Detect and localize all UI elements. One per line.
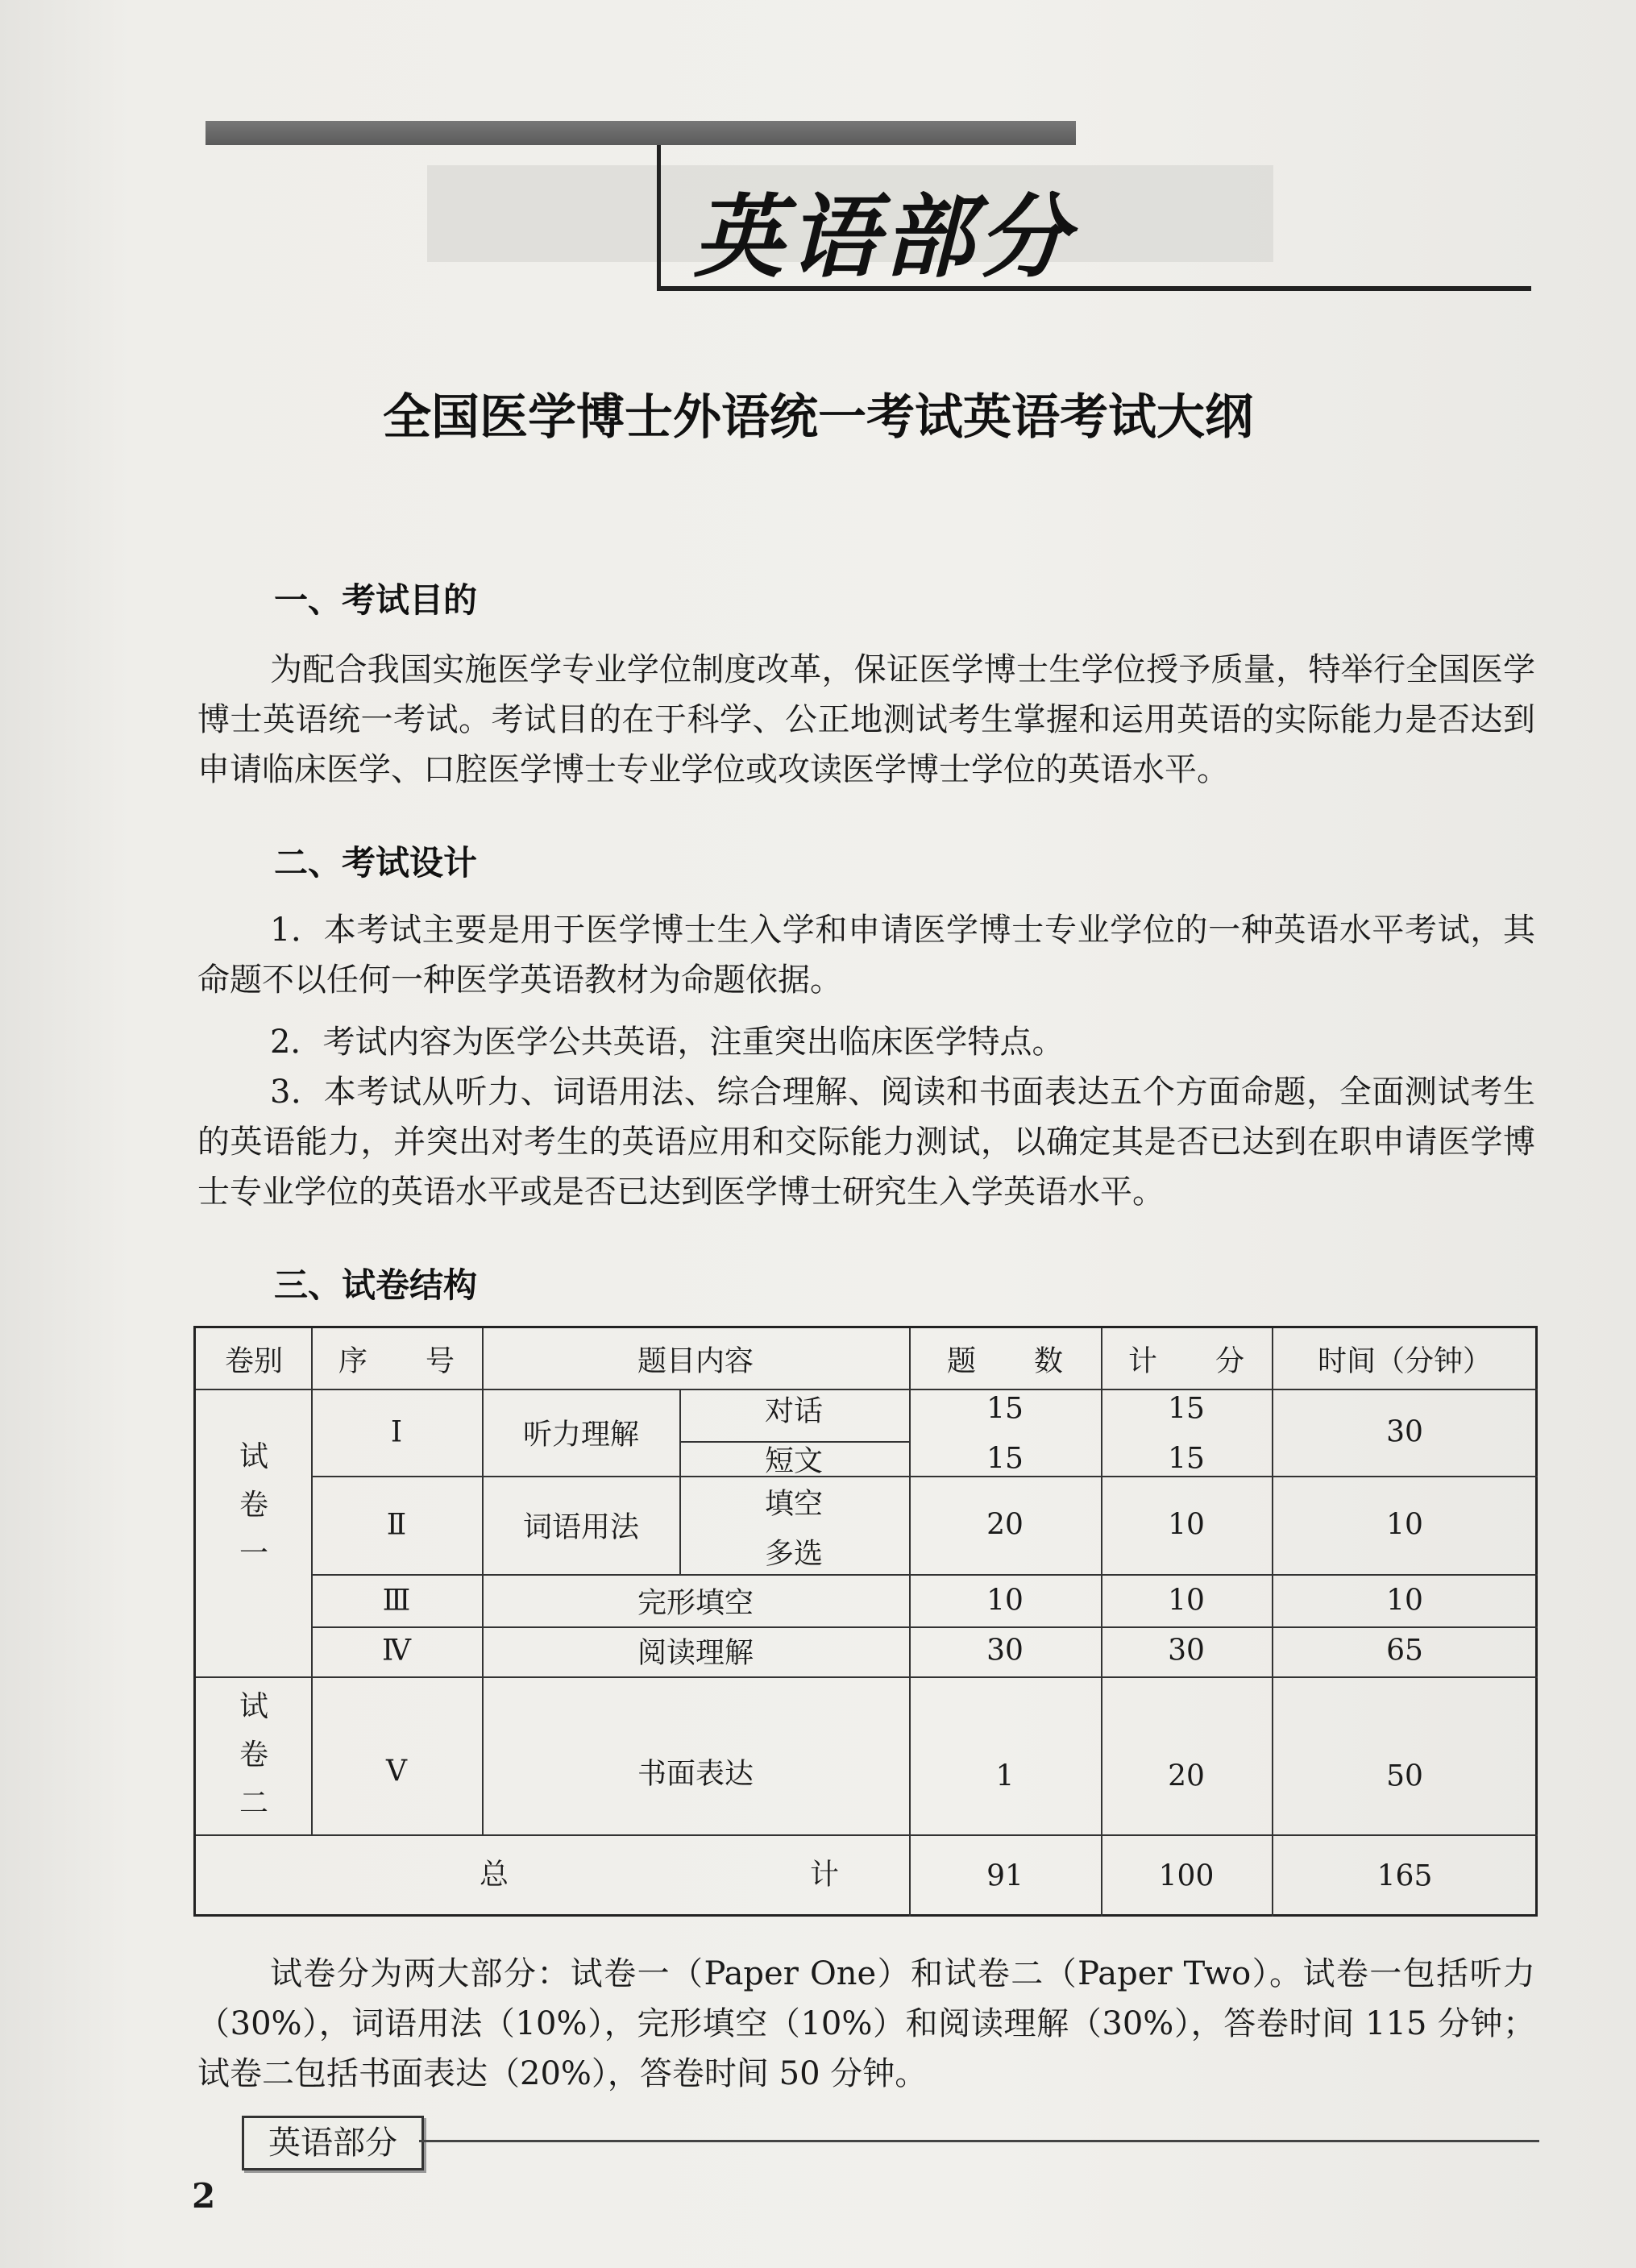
heading-exam-purpose: 一、考试目的 [274,580,478,620]
row-score: 30 [1168,1634,1205,1668]
row-count: 10 [986,1584,1024,1618]
footer-section-tag: 英语部分 [242,2116,424,2170]
row-count: 1 [995,1759,1015,1793]
row-time: 50 [1386,1759,1423,1793]
table-rule [196,1834,1538,1836]
heading-paper-structure: 三、试卷结构 [274,1265,478,1305]
row-time: 10 [1386,1508,1423,1542]
header-banner-divider [657,145,661,290]
design-item-1: 1．本考试主要是用于医学博士生入学和申请医学博士专业学位的一种英语水平考试，其命题不以任何一种医学英语教材为命题依据。 [197,912,1535,999]
document-title: 全国医学博士外语统一考试英语考试大纲 [383,389,1253,446]
row-count: 20 [986,1508,1024,1542]
total-score: 100 [1158,1859,1215,1893]
row-seq: Ⅱ [386,1508,407,1542]
table-rule [196,1389,1538,1390]
header-paper: 卷别 [224,1344,284,1378]
table-rule [311,1476,1538,1477]
total-count: 91 [986,1859,1024,1893]
paragraph-exam-purpose: 为配合我国实施医学专业学位制度改革，保证医学博士生学位授予质量，特举行全国医学博士英语统一考试。考试目的在于科学、公正地测试考生掌握和运用英语的实际能力是否达到申请临床医学、口腔医学博士专业学位或攻读医学博士学位的英语水平。 [197,651,1535,788]
row-time: 65 [1386,1634,1423,1668]
row-score: 10 [1168,1508,1205,1542]
paper-one-label: 试卷一 [239,1440,268,1570]
table-rule [311,1574,1538,1576]
row-count: 30 [986,1634,1024,1668]
design-item-3: 3．本考试从听力、词语用法、综合理解、阅读和书面表达五个方面命题，全面测试考生的英语能力，并突出对考生的英语应用和交际能力测试，以确定其是否已达到在职申请医学博士专业学位的英语水平或是否已达到医学博士研究生入学英语水平。 [197,1074,1535,1211]
row-content: 完形填空 [637,1586,754,1620]
row-content: 书面表达 [637,1757,754,1791]
row-content: 阅读理解 [637,1636,754,1670]
table-rule [482,1328,484,1834]
page-number: 2 [192,2176,216,2216]
row-content: 词语用法 [522,1510,640,1544]
paper-two-label: 试卷二 [239,1690,268,1820]
footer-rule [419,2140,1539,2142]
header-count: 题 数 [946,1344,1064,1378]
paragraph-paper-summary: 试卷分为两大部分：试卷一（Paper One）和试卷二（Paper Two）。试卷一包括听力（30%），词语用法（10%），完形填空（10%）和阅读理解（30%），答卷时间 115 分钟；试卷二包括书面表达（20%），答卷时间 50 分钟。 [197,1955,1535,2092]
section-title: 英语部分 [693,185,1073,290]
row-score: 15 [1168,1392,1205,1426]
row-subitem: 填空 [764,1487,824,1521]
table-rule [909,1328,911,1917]
table-rule [1101,1328,1102,1917]
row-seq: Ⅰ [390,1415,403,1449]
table-rule [679,1389,681,1574]
header-content: 题目内容 [637,1344,754,1378]
header-score: 计 分 [1127,1344,1245,1378]
row-count: 15 [986,1442,1024,1476]
header-time: 时间（分钟） [1317,1344,1493,1378]
row-subitem: 对话 [764,1394,824,1428]
row-score: 15 [1168,1442,1205,1476]
row-seq: Ⅲ [382,1584,411,1618]
total-time: 165 [1376,1859,1433,1893]
header-banner-bar [206,121,1076,145]
row-content: 听力理解 [522,1418,640,1452]
table-rule [311,1328,313,1834]
heading-exam-design: 二、考试设计 [274,843,478,883]
row-time: 10 [1386,1584,1423,1618]
row-seq: Ⅴ [386,1755,407,1788]
header-seq: 序 号 [338,1344,455,1378]
table-rule [196,1676,1538,1678]
design-item-2: 2．考试内容为医学公共英语，注重突出临床医学特点。 [270,1024,1065,1061]
total-label: 总 [479,1858,509,1892]
row-subitem: 短文 [764,1444,824,1478]
row-score: 20 [1168,1759,1205,1793]
total-label: 计 [809,1858,840,1892]
table-rule [1272,1328,1273,1917]
row-seq: Ⅳ [382,1634,411,1668]
row-time: 30 [1386,1415,1423,1449]
paper-structure-table [193,1326,1538,1917]
row-count: 15 [986,1392,1024,1426]
row-subitem: 多选 [764,1537,824,1571]
row-score: 10 [1168,1584,1205,1618]
table-rule [311,1626,1538,1628]
